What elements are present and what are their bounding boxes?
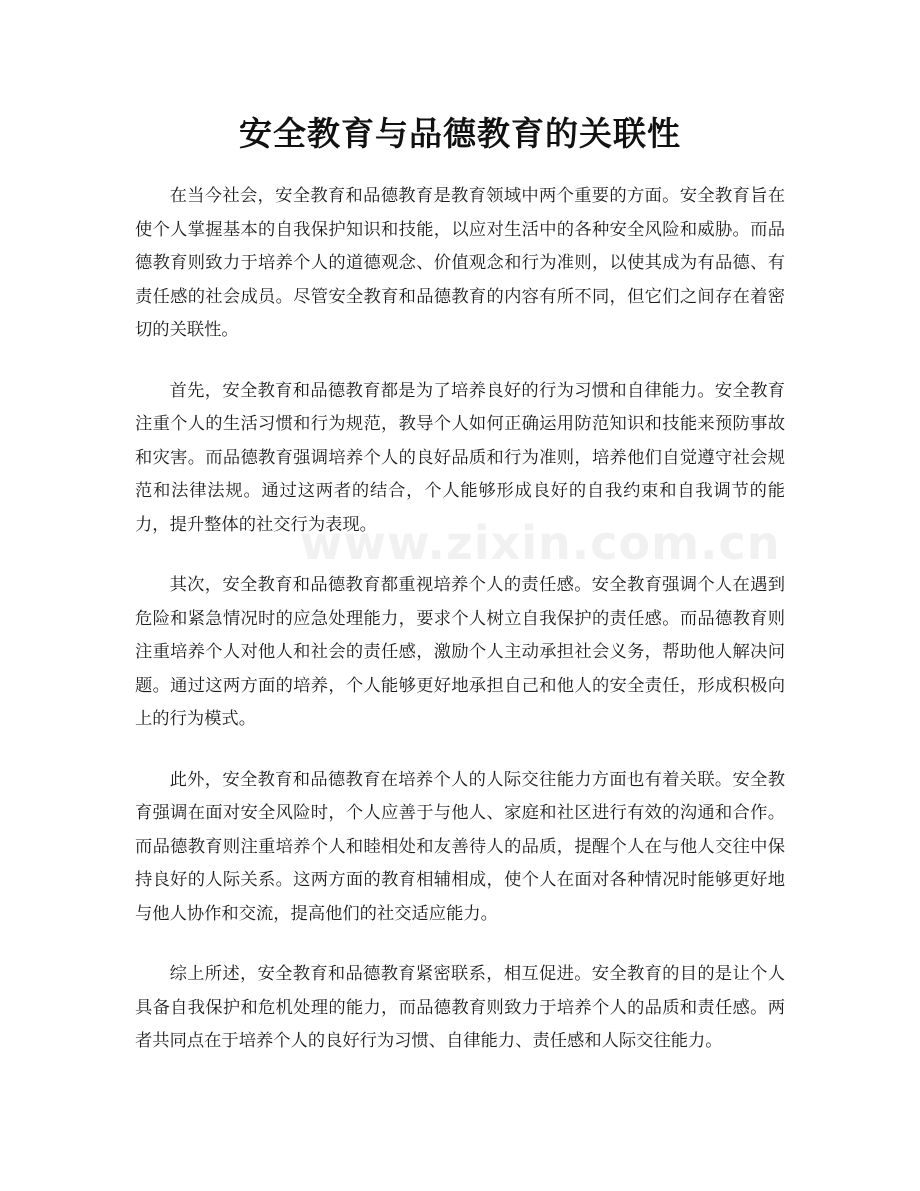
- watermark: www.zixin.com.cn: [300, 516, 781, 570]
- paragraph: 综上所述，安全教育和品德教育紧密联系，相互促进。安全教育的目的是让个人具备自我保护和危机处理的能力，而品德教育则致力于培养个人的品质和责任感。两者共同点在于培养个人的良好行为习惯、自律能力、责任感和人际交往能力。: [135, 964, 785, 1051]
- paragraph: 首先，安全教育和品德教育都是为了培养良好的行为习惯和自律能力。安全教育注重个人的生活习惯和行为规范，教导个人如何正确运用防范知识和技能来预防事故和灾害。而品德教育强调培养个人的良好品质和行为准则，培养他们自觉遵守社会规范和法律法规。通过这两者的结合，个人能够形成良好的自我约束和自我调节的能力，提升整体的社交行为表现。: [135, 380, 785, 535]
- document-title: 安全教育与品德教育的关联性: [239, 114, 681, 153]
- paragraph: 其次，安全教育和品德教育都重视培养个人的责任感。安全教育强调个人在遇到危险和紧急情况时的应急处理能力，要求个人树立自我保护的责任感。而品德教育则注重培养个人对他人和社会的责任感，激励个人主动承担社会义务，帮助他人解决问题。通过这两方面的培养，个人能够更好地承担自己和他人的安全责任，形成积极向上的行为模式。: [135, 575, 785, 729]
- paragraph: 在当今社会，安全教育和品德教育是教育领域中两个重要的方面。安全教育旨在使个人掌握基本的自我保护知识和技能，以应对生活中的各种安全风险和威胁。而品德教育则致力于培养个人的道德观念、价值观念和行为准则，以使其成为有品德、有责任感的社会成员。尽管安全教育和品德教育的内容有所不同，但它们之间存在着密切的关联性。: [135, 186, 785, 340]
- paragraph: 此外，安全教育和品德教育在培养个人的人际交往能力方面也有着关联。安全教育强调在面对安全风险时，个人应善于与他人、家庭和社区进行有效的沟通和合作。而品德教育则注重培养个人和睦相处和友善待人的品质，提醒个人在与他人交往中保持良好的人际关系。这两方面的教育相辅相成，使个人在面对各种情况时能够更好地与他人协作和交流，提高他们的社交适应能力。: [135, 769, 785, 924]
- document-body: [135, 180, 785, 1086]
